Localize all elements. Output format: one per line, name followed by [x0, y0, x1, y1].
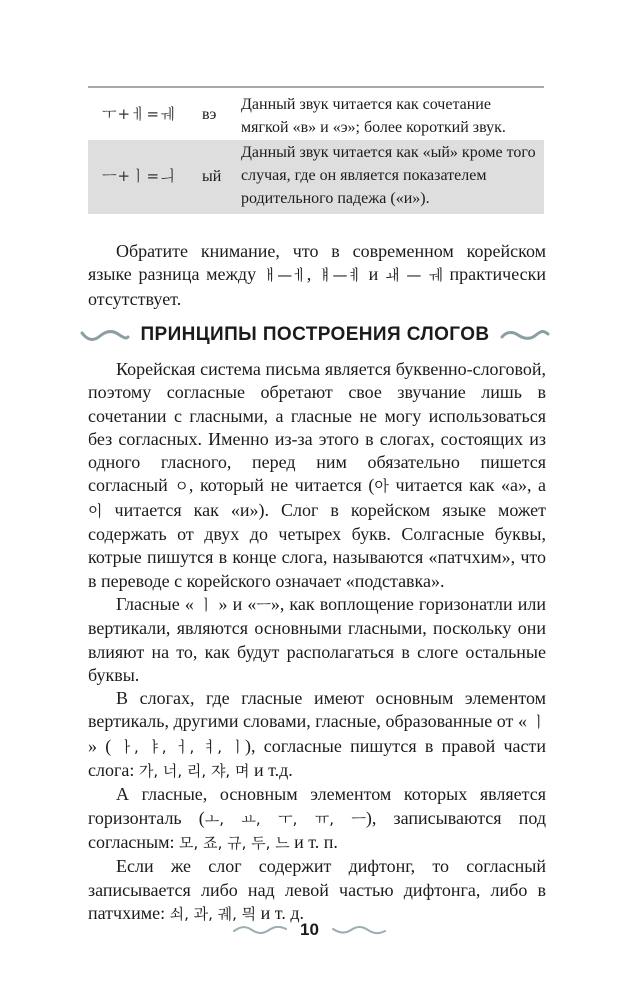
note-paragraph: Обратите книмание, что в современном корейском языке разница между ㅐ—ㅔ, ㅒ—ㅖ и ㅙ — ㅞ практически отсутствует.	[88, 241, 546, 309]
wave-ornament-icon	[500, 328, 550, 342]
vowel-formula: ㅡ+ㅣ=ㅢ	[102, 167, 176, 185]
footer-wave-icon	[331, 924, 387, 936]
page-number: 10	[300, 920, 319, 939]
sound-description: Данный звук читается как «ый» кроме того случая, где он является показателем родительного падежа («и»).	[241, 144, 536, 207]
sound-description: Данный звук читается как сочетание мягкой «в» и «э»; более короткий звук.	[241, 96, 506, 136]
wave-ornament-icon	[80, 328, 130, 342]
paragraph: Корейская система письма является буквенно-слоговой, поэтому согласные обретают свое звучание лишь в сочетании с гласными, а гласные не могу использоваться без согласных. Именно из-за этого в слогах, состоящих из одного гласного, перед ним обязательно пишется согласный ㅇ, который не читается (아 читается как «а», а 이 читается как «и»). Слог в корейском языке может содержать от двух до четырех букв. Солгасные буквы, котрые пишутся в конце слога, называются «патчхим», что в переводе с корейского означает «подставка».	[88, 359, 547, 591]
table-top-rule	[88, 86, 544, 88]
paragraph: В слогах, где гласные имеют основным элементом вертикаль, другими словами, гласные, образованные от « ㅣ » ( ㅏ, ㅑ, ㅓ, ㅕ, ㅣ), согласные пишутся в правой части слога: 가, 너, 리, 쟈, 며 и т.д.	[88, 688, 546, 781]
footer-wave-icon	[232, 924, 288, 936]
paragraph: Гласные « ㅣ » и «ㅡ», как воплощение горизонатли или вертикали, являются основными гласными, поскольку они влияют на то, как будут располагаться в слоге остальные буквы.	[88, 593, 547, 685]
table-row	[88, 140, 544, 214]
sound-transcription: ый	[202, 168, 222, 185]
paragraph: А гласные, основным элементом которых является горизонталь (ㅗ, ㅛ, ㅜ, ㅠ, ㅡ), записываются под согласным: 모, 죠, 규, 두, 느 и т. п.	[88, 784, 546, 852]
paragraph: Если же слог содержит дифтонг, то согласный записывается либо над левой частью дифтонга, либо в патчхиме: 쇠, 과, 궤, 믝 и т. д.	[88, 856, 546, 923]
page-footer	[0, 918, 619, 942]
section-heading	[80, 320, 550, 350]
sound-transcription: вэ	[202, 106, 217, 123]
table-row	[88, 90, 544, 140]
vowel-formula: ㅜ+ㅔ=ㅞ	[102, 105, 176, 123]
section-title: ПРИНЦИПЫ ПОСТРОЕНИЯ СЛОГОВ	[140, 324, 490, 345]
body-text	[88, 358, 546, 926]
